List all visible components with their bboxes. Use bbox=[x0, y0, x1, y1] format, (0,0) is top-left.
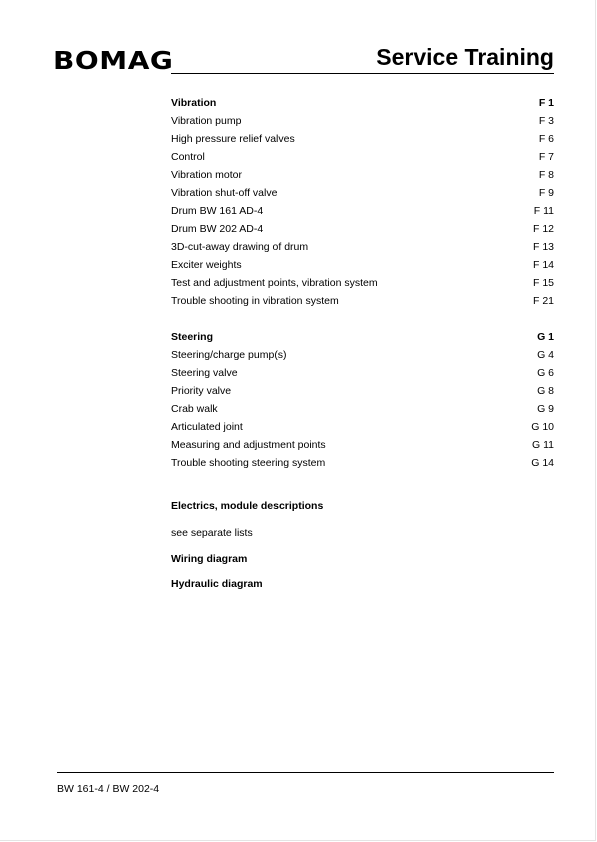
toc-item[interactable] bbox=[171, 436, 554, 454]
toc-item-label: Vibration motor bbox=[171, 169, 243, 181]
hydraulic-diagram-heading[interactable]: Hydraulic diagram bbox=[171, 578, 263, 590]
toc-item-page: F 12 bbox=[532, 223, 554, 235]
toc-item[interactable] bbox=[171, 130, 554, 148]
toc-section-steering bbox=[171, 328, 554, 472]
toc-item-page: F 14 bbox=[532, 259, 554, 271]
toc-heading-label: Vibration bbox=[171, 97, 217, 109]
toc-item-page: F 8 bbox=[538, 169, 554, 181]
toc-item[interactable] bbox=[171, 454, 554, 472]
toc-item-label: Steering valve bbox=[171, 367, 238, 379]
toc-item-label: Priority valve bbox=[171, 385, 232, 397]
toc-item[interactable] bbox=[171, 166, 554, 184]
electrics-heading[interactable]: Electrics, module descriptions bbox=[171, 500, 324, 512]
electrics-note: see separate lists bbox=[171, 527, 253, 539]
toc-item[interactable] bbox=[171, 418, 554, 436]
toc-item[interactable] bbox=[171, 148, 554, 166]
toc-heading-page: G 1 bbox=[537, 331, 554, 343]
toc-item-page: F 6 bbox=[538, 133, 554, 145]
toc-item-label: Drum BW 202 AD-4 bbox=[171, 223, 264, 235]
toc-item-page: F 9 bbox=[538, 187, 554, 199]
toc-item-page: F 15 bbox=[532, 277, 554, 289]
toc-heading-steering[interactable] bbox=[171, 328, 554, 346]
toc-item-page: F 11 bbox=[533, 205, 554, 217]
page-title: Service Training bbox=[376, 44, 554, 70]
toc-item-page: G 14 bbox=[531, 457, 554, 469]
toc-item-label: Vibration pump bbox=[171, 115, 242, 127]
toc-item-page: G 6 bbox=[537, 367, 554, 379]
toc-item-label: Drum BW 161 AD-4 bbox=[171, 205, 264, 217]
toc-item-page: G 4 bbox=[537, 349, 554, 361]
toc-item[interactable] bbox=[171, 364, 554, 382]
toc-item-page: F 3 bbox=[538, 115, 554, 127]
toc-item-label: Trouble shooting steering system bbox=[171, 457, 326, 469]
bomag-logo: BOMAG bbox=[53, 46, 174, 75]
toc-item-page: G 8 bbox=[537, 385, 554, 397]
toc-item-label: Exciter weights bbox=[171, 259, 242, 271]
toc-item[interactable] bbox=[171, 202, 554, 220]
toc-item-label: Steering/charge pump(s) bbox=[171, 349, 287, 361]
toc-item[interactable] bbox=[171, 220, 554, 238]
toc-item-page: F 7 bbox=[538, 151, 554, 163]
toc-item[interactable] bbox=[171, 292, 554, 310]
toc-item-label: Measuring and adjustment points bbox=[171, 439, 326, 451]
toc-item-label: High pressure relief valves bbox=[171, 133, 295, 145]
toc-item[interactable] bbox=[171, 256, 554, 274]
toc-item[interactable] bbox=[171, 400, 554, 418]
toc-item-page: F 13 bbox=[532, 241, 554, 253]
footer-model: BW 161-4 / BW 202-4 bbox=[57, 783, 160, 795]
toc-item-label: Control bbox=[171, 151, 205, 163]
toc-item-label: Trouble shooting in vibration system bbox=[171, 295, 339, 307]
toc-section-vibration bbox=[171, 94, 554, 310]
toc-item-page: F 21 bbox=[532, 295, 554, 307]
toc-item-page: G 9 bbox=[537, 403, 554, 415]
toc-item[interactable] bbox=[171, 238, 554, 256]
toc-item[interactable] bbox=[171, 382, 554, 400]
toc-heading-vibration[interactable] bbox=[171, 94, 554, 112]
toc-item[interactable] bbox=[171, 274, 554, 292]
toc-item[interactable] bbox=[171, 184, 554, 202]
toc-item-label: 3D-cut-away drawing of drum bbox=[171, 241, 309, 253]
footer-divider bbox=[57, 772, 554, 773]
toc-item-label: Articulated joint bbox=[171, 421, 243, 433]
toc-heading-label: Steering bbox=[171, 331, 214, 343]
wiring-diagram-heading[interactable]: Wiring diagram bbox=[171, 553, 248, 565]
toc-item[interactable] bbox=[171, 346, 554, 364]
toc-item-label: Test and adjustment points, vibration system bbox=[171, 277, 378, 289]
toc-item-page: G 11 bbox=[532, 439, 554, 451]
toc-item[interactable] bbox=[171, 112, 554, 130]
toc-heading-page: F 1 bbox=[538, 97, 554, 109]
toc-item-label: Crab walk bbox=[171, 403, 218, 415]
toc-item-label: Vibration shut-off valve bbox=[171, 187, 278, 199]
header-divider bbox=[171, 73, 554, 74]
toc-item-page: G 10 bbox=[531, 421, 554, 433]
